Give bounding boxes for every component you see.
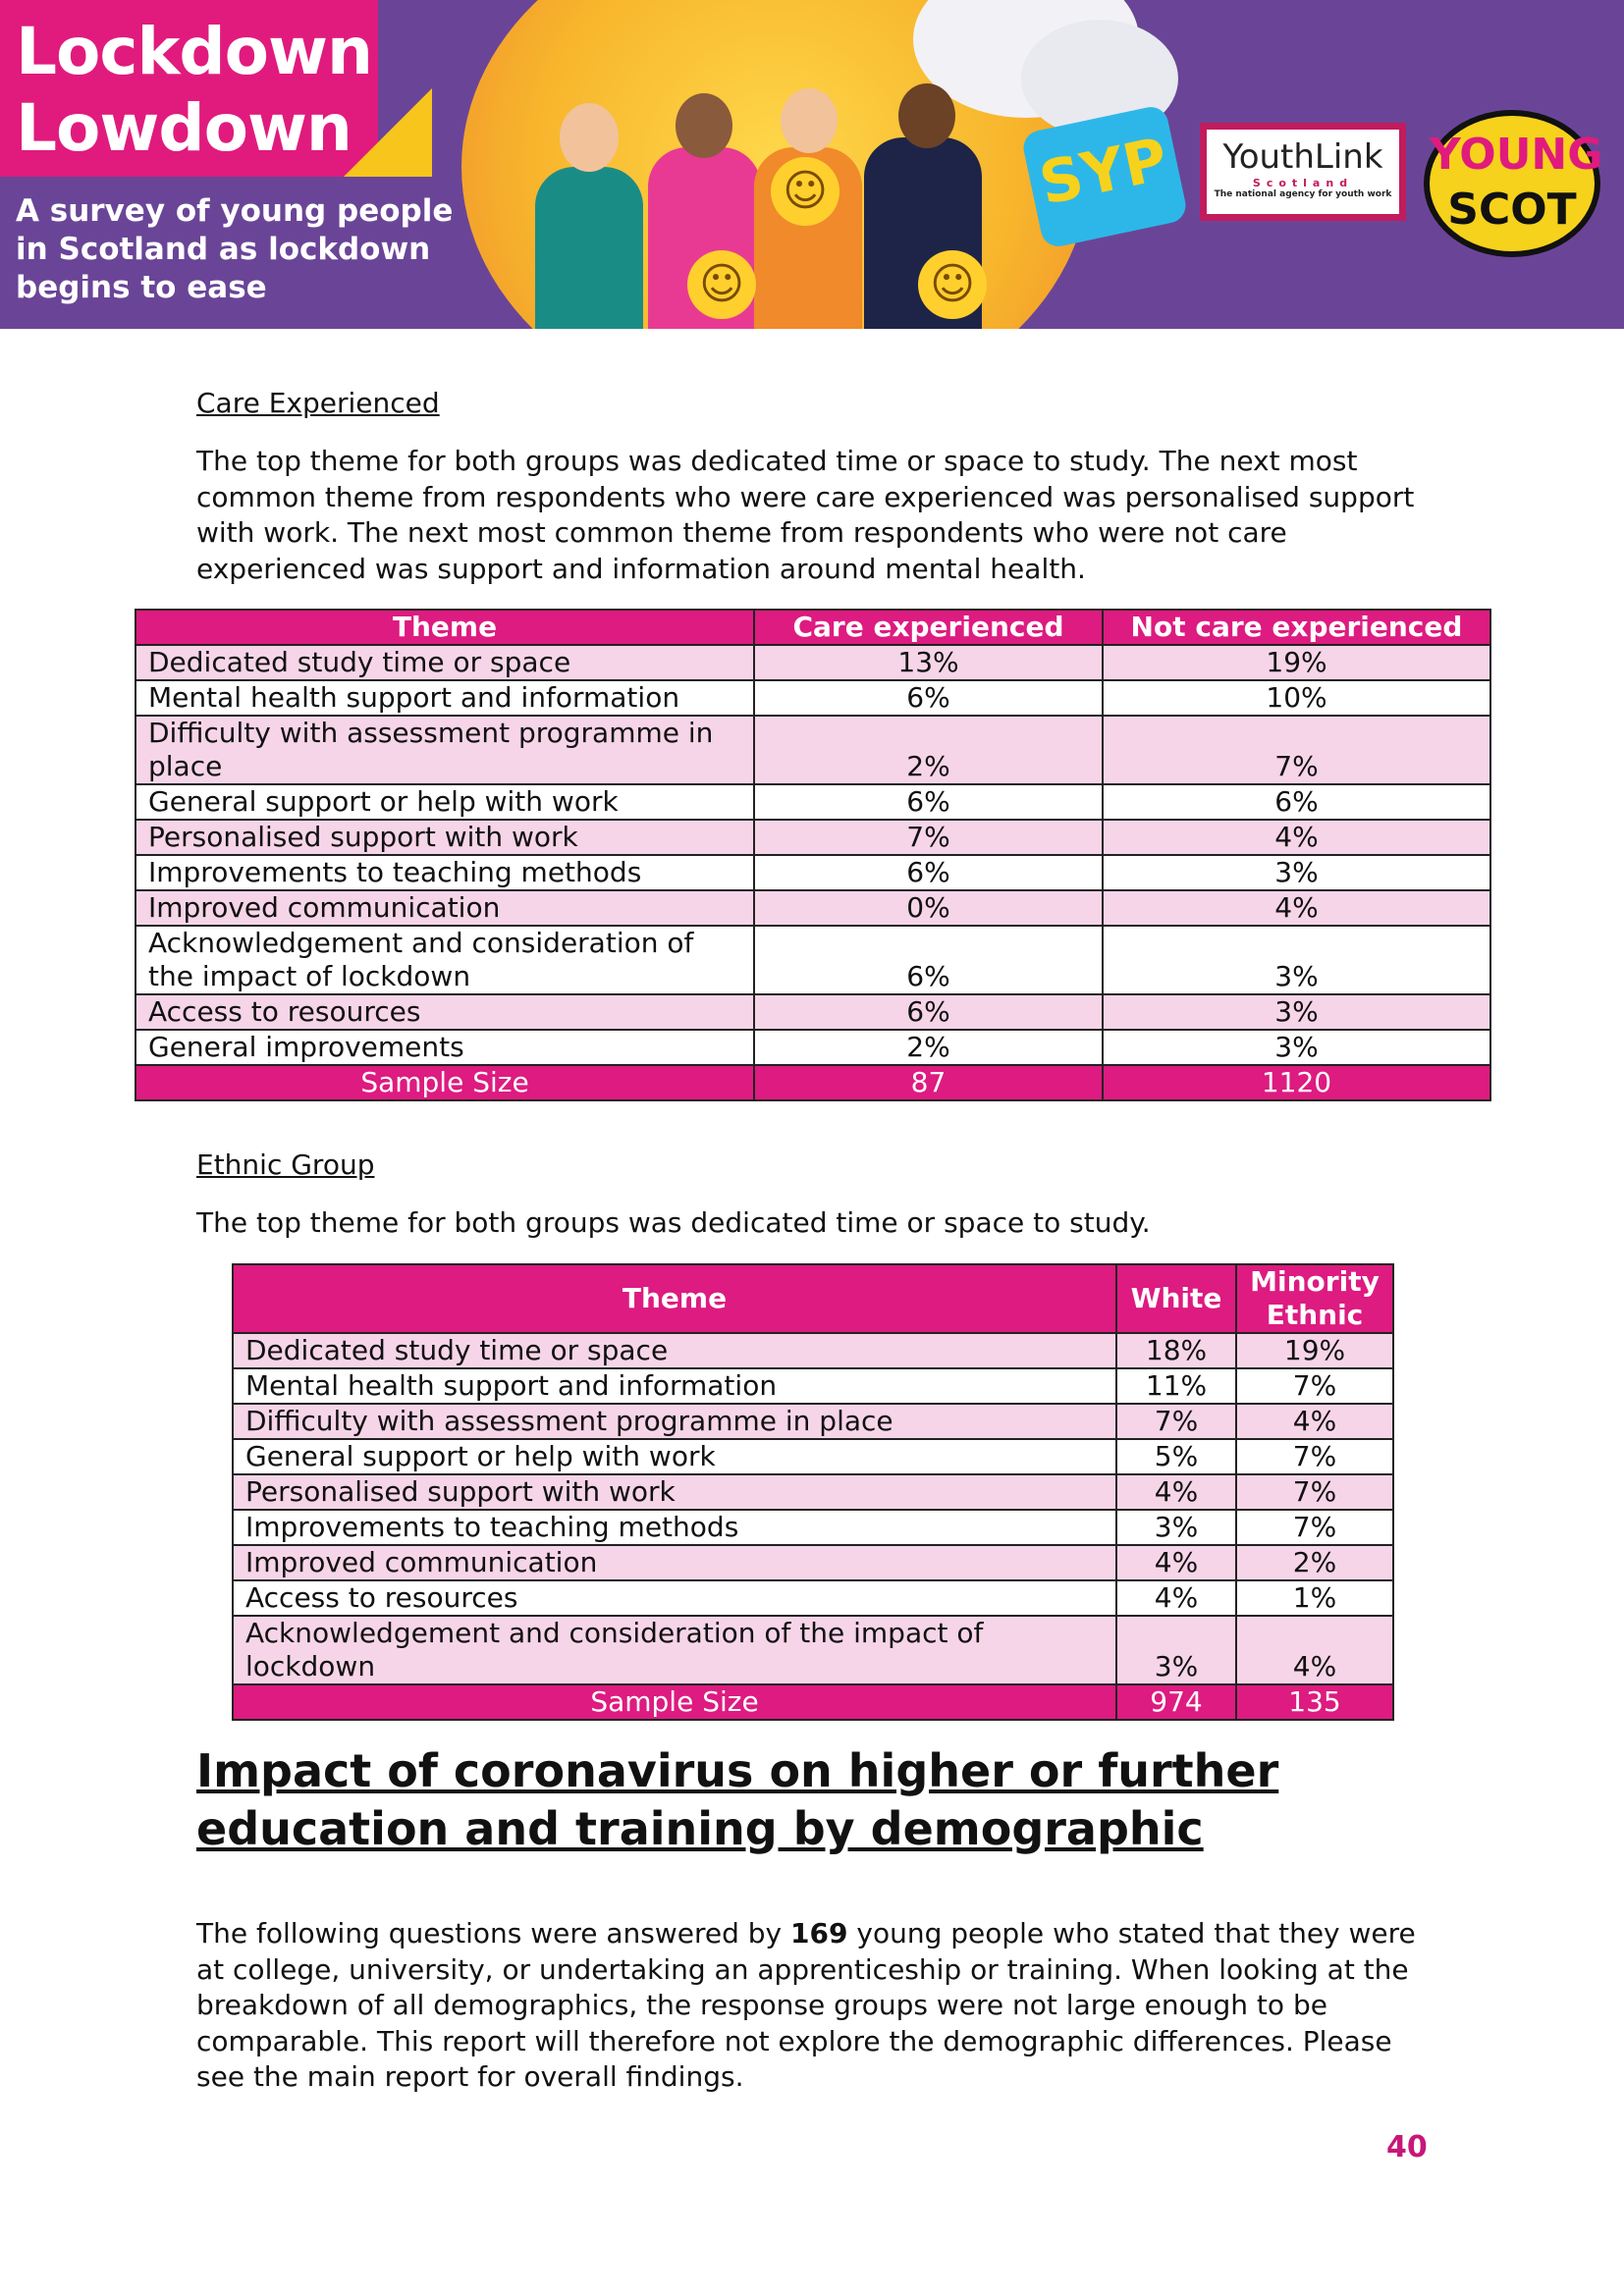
table-row — [135, 645, 1490, 680]
theme-cell: Acknowledgement and consideration of the impact of lockdown — [233, 1616, 1116, 1684]
percentage-cell: 19% — [1103, 645, 1490, 680]
care-experienced-heading: Care Experienced — [196, 387, 440, 419]
percentage-cell: 4% — [1236, 1404, 1393, 1439]
youthlink-logo-name: YouthLink — [1222, 137, 1383, 177]
table-row — [233, 1404, 1393, 1439]
theme-cell: Personalised support with work — [135, 820, 754, 855]
percentage-cell: 6% — [754, 855, 1103, 890]
table-header-row — [135, 610, 1490, 645]
column-header: Theme — [233, 1264, 1116, 1333]
theme-cell: Improved communication — [135, 890, 754, 926]
smiley-emoji-icon: ☺ — [687, 250, 756, 319]
percentage-cell: 2% — [1236, 1545, 1393, 1580]
percentage-cell: 4% — [1103, 820, 1490, 855]
sample-size-label: Sample Size — [135, 1065, 754, 1100]
ethnic-group-heading: Ethnic Group — [196, 1148, 375, 1181]
percentage-cell: 7% — [1236, 1439, 1393, 1474]
table-row — [233, 1580, 1393, 1616]
youngscot-logo — [1424, 110, 1603, 257]
ethnic-group-paragraph: The top theme for both groups was dedicated time or space to study. — [196, 1206, 1151, 1239]
percentage-cell: 7% — [754, 820, 1103, 855]
column-header: Theme — [135, 610, 754, 645]
sample-size-value: 974 — [1116, 1684, 1236, 1720]
ethnic-group-table — [232, 1263, 1394, 1721]
percentage-cell: 13% — [754, 645, 1103, 680]
person-head — [560, 103, 619, 172]
impact-paragraph-text: young people who stated that they were at college, university, or undertaking an apprenticeship or training. When looking at the breakdown of all demographics, the response groups were not large enough to be comparable. This report will therefore not explore the demographic differences. Please see the main report for overall findings. — [196, 1917, 1416, 2093]
smiley-emoji-icon: ☺ — [771, 157, 839, 226]
percentage-cell: 7% — [1236, 1368, 1393, 1404]
percentage-cell: 11% — [1116, 1368, 1236, 1404]
theme-cell: Access to resources — [233, 1580, 1116, 1616]
person-illustration — [535, 167, 643, 329]
theme-cell: Dedicated study time or space — [233, 1333, 1116, 1368]
theme-cell: Difficulty with assessment programme in place — [135, 716, 754, 784]
table-row — [233, 1616, 1393, 1684]
table-row — [135, 926, 1490, 994]
theme-cell: Access to resources — [135, 994, 754, 1030]
theme-cell: Improved communication — [233, 1545, 1116, 1580]
theme-cell: Dedicated study time or space — [135, 645, 754, 680]
percentage-cell: 6% — [1103, 784, 1490, 820]
sample-size-row — [135, 1065, 1490, 1100]
banner-title-line: Lockdown — [16, 14, 372, 89]
banner-title — [16, 14, 372, 167]
percentage-cell: 0% — [754, 890, 1103, 926]
care-experienced-paragraph: The top theme for both groups was dedicated time or space to study. The next most common theme from respondents who were care experienced was personalised support with work. The next most common theme from respondents who were not care experienced was support and information around mental health. — [196, 445, 1415, 585]
theme-cell: General support or help with work — [135, 784, 754, 820]
banner-subtitle — [16, 192, 453, 307]
percentage-cell: 7% — [1116, 1404, 1236, 1439]
percentage-cell: 3% — [1116, 1510, 1236, 1545]
syp-logo-text: SYP — [1033, 125, 1174, 219]
percentage-cell: 7% — [1236, 1510, 1393, 1545]
theme-cell: Improvements to teaching methods — [233, 1510, 1116, 1545]
banner-title-line: Lowdown — [16, 90, 352, 166]
sample-size-row — [233, 1684, 1393, 1720]
column-header: Not care experienced — [1103, 610, 1490, 645]
percentage-cell: 18% — [1116, 1333, 1236, 1368]
column-header: Care experienced — [754, 610, 1103, 645]
table-row — [233, 1439, 1393, 1474]
percentage-cell: 4% — [1116, 1545, 1236, 1580]
person-head — [781, 88, 838, 153]
table-row — [135, 716, 1490, 784]
percentage-cell: 3% — [1116, 1616, 1236, 1684]
percentage-cell: 4% — [1236, 1616, 1393, 1684]
sample-size-value: 135 — [1236, 1684, 1393, 1720]
sample-size-value: 1120 — [1103, 1065, 1490, 1100]
theme-cell: Difficulty with assessment programme in place — [233, 1404, 1116, 1439]
table-row — [135, 994, 1490, 1030]
youthlink-logo-sub: Scotland — [1252, 177, 1354, 189]
percentage-cell: 2% — [754, 1030, 1103, 1065]
table-row — [135, 855, 1490, 890]
table-row — [135, 784, 1490, 820]
theme-cell: Mental health support and information — [233, 1368, 1116, 1404]
table-row — [135, 820, 1490, 855]
table-row — [233, 1368, 1393, 1404]
care-experienced-table — [135, 609, 1491, 1101]
table-row — [135, 680, 1490, 716]
table-row — [233, 1333, 1393, 1368]
percentage-cell: 10% — [1103, 680, 1490, 716]
percentage-cell: 3% — [1103, 1030, 1490, 1065]
theme-cell: Improvements to teaching methods — [135, 855, 754, 890]
table-row — [135, 1030, 1490, 1065]
table-header-row — [233, 1264, 1393, 1333]
banner-subtitle-line: begins to ease — [16, 270, 267, 305]
percentage-cell: 1% — [1236, 1580, 1393, 1616]
percentage-cell: 6% — [754, 680, 1103, 716]
percentage-cell: 3% — [1103, 926, 1490, 994]
table-row — [233, 1510, 1393, 1545]
percentage-cell: 3% — [1103, 994, 1490, 1030]
page-number: 40 — [1386, 2130, 1428, 2164]
youngscot-logo-line: YOUNG — [1430, 130, 1603, 180]
percentage-cell: 4% — [1116, 1474, 1236, 1510]
youngscot-logo-line: SCOT — [1447, 185, 1577, 235]
percentage-cell: 4% — [1116, 1580, 1236, 1616]
youthlink-logo-tagline: The national agency for youth work — [1214, 189, 1392, 199]
banner-subtitle-line: in Scotland as lockdown — [16, 232, 431, 267]
table-row — [233, 1474, 1393, 1510]
banner-subtitle-line: A survey of young people — [16, 193, 454, 229]
respondent-count: 169 — [790, 1917, 848, 1949]
smiley-emoji-icon: ☺ — [918, 250, 987, 319]
person-head — [898, 83, 955, 148]
youthlink-logo — [1200, 123, 1406, 221]
percentage-cell: 5% — [1116, 1439, 1236, 1474]
impact-paragraph — [196, 1916, 1434, 2096]
impact-section-heading: Impact of coronavirus on higher or further education and training by demographic — [196, 1744, 1279, 1855]
sample-size-value: 87 — [754, 1065, 1103, 1100]
percentage-cell: 3% — [1103, 855, 1490, 890]
table-row — [233, 1545, 1393, 1580]
percentage-cell: 6% — [754, 994, 1103, 1030]
theme-cell: Personalised support with work — [233, 1474, 1116, 1510]
percentage-cell: 19% — [1236, 1333, 1393, 1368]
percentage-cell: 6% — [754, 784, 1103, 820]
column-header: White — [1116, 1264, 1236, 1333]
percentage-cell: 6% — [754, 926, 1103, 994]
table-row — [135, 890, 1490, 926]
percentage-cell: 2% — [754, 716, 1103, 784]
column-header: Minority Ethnic — [1236, 1264, 1393, 1333]
theme-cell: Mental health support and information — [135, 680, 754, 716]
theme-cell: General improvements — [135, 1030, 754, 1065]
percentage-cell: 7% — [1103, 716, 1490, 784]
percentage-cell: 4% — [1103, 890, 1490, 926]
theme-cell: Acknowledgement and consideration of the impact of lockdown — [135, 926, 754, 994]
sample-size-label: Sample Size — [233, 1684, 1116, 1720]
header-banner — [0, 0, 1624, 329]
impact-paragraph-text: The following questions were answered by — [196, 1917, 791, 1949]
percentage-cell: 7% — [1236, 1474, 1393, 1510]
person-head — [676, 93, 732, 158]
theme-cell: General support or help with work — [233, 1439, 1116, 1474]
